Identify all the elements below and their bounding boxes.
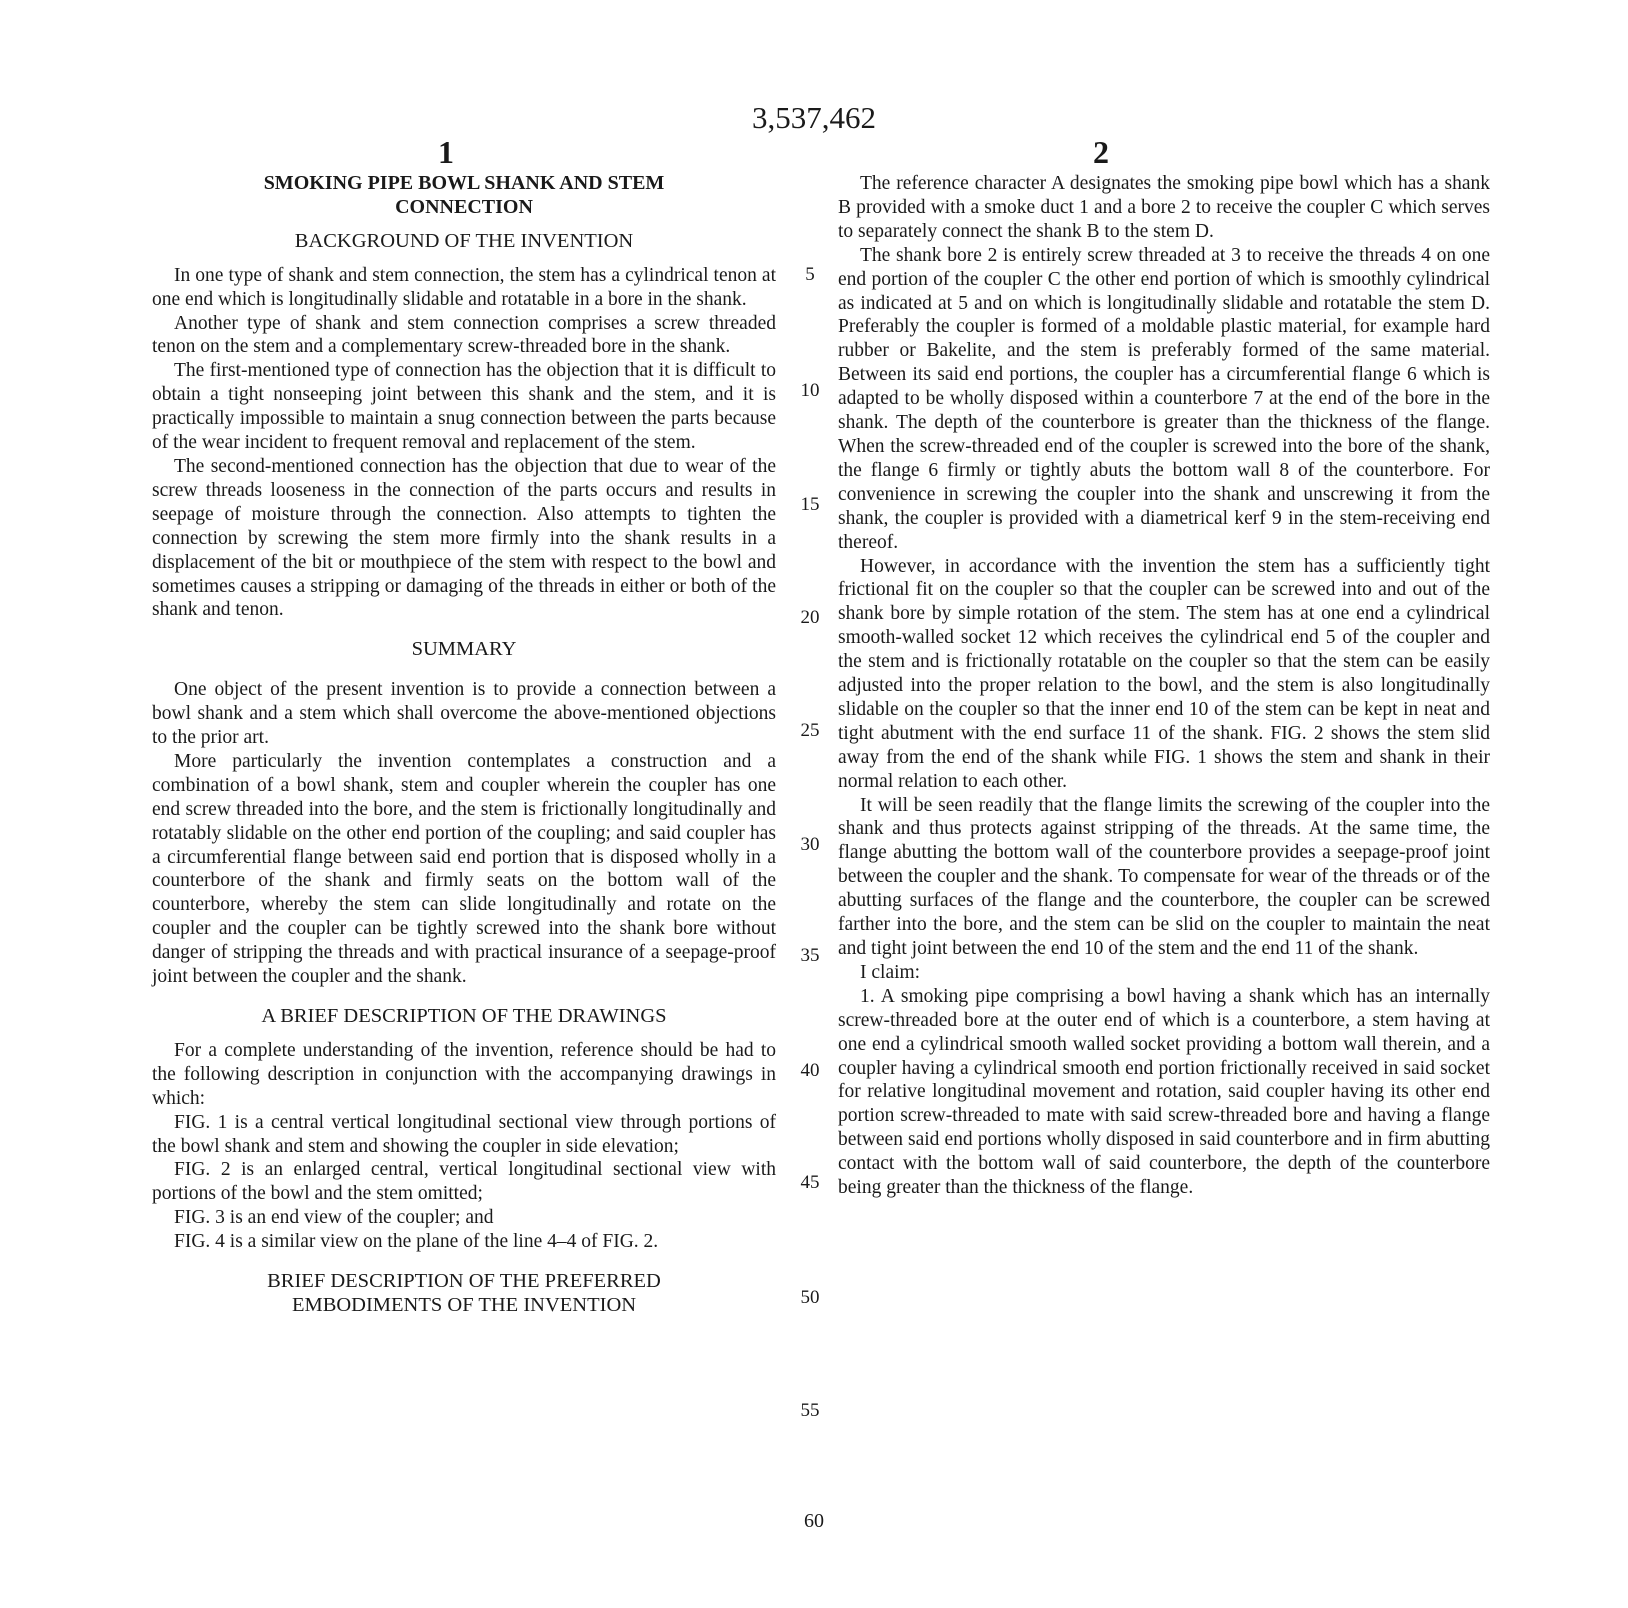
paragraph: FIG. 1 is a central vertical longitudinal sectional view through portions of the bowl shank and stem and showing the coupler in side elevation; xyxy=(152,1111,776,1157)
claim-1: 1. A smoking pipe comprising a bowl having a shank which has an internally screw-threaded bore at the outer end of which is a counterbore, a stem having at one end a cylindrical smooth walled socket providing a bottom wall therein, and a coupler having a cylindrical smooth end portion frictionally received in said socket for relative longitudinal movement and rotation, said coupler having its other end portion screw-threaded to mate with said screw-threaded bore and having a flange between said end portions wholly disposed in said counterbore and in firm abutting contact with the bottom wall of said counterbore, the depth of the counterbore being greater than the thickness of the flange. xyxy=(838,985,1490,1199)
left-column xyxy=(152,172,776,1318)
footer-line-number: 60 xyxy=(804,1510,824,1532)
line-number: 50 xyxy=(800,1287,820,1308)
paragraph: The reference character A designates the smoking pipe bowl which has a shank B provided with a smoke duct 1 and a bore 2 to receive the coupler C which serves to separately connect the shank B to the stem D. xyxy=(838,173,1490,242)
paragraph: The second-mentioned connection has the objection that due to wear of the screw threads looseness in the connection of the parts occurs and results in seepage of moisture through the connection. Also attempts to tighten the connection by screwing the stem more firmly into the shank results in a displacement of the bit or mouthpiece of the stem with respect to the bowl and sometimes causes a stripping or damaging of the threads in either or both of the shank and tenon. xyxy=(152,455,776,621)
paragraph: For a complete understanding of the invention, reference should be had to the following description in conjunction with the accompanying drawings in which: xyxy=(152,1039,776,1109)
heading-background: BACKGROUND OF THE INVENTION xyxy=(294,229,634,252)
paragraph: One object of the present invention is to provide a connection between a bowl shank and a stem which shall overcome the above-mentioned objections to the prior art. xyxy=(152,679,776,749)
paragraph: FIG. 2 is an enlarged central, vertical longitudinal sectional view with portions of the bowl and the stem omitted; xyxy=(152,1159,776,1205)
right-column xyxy=(838,172,1490,1200)
paragraph: More particularly the invention contemplates a construction and a combination of a bowl shank, stem and coupler wherein the coupler has one end screw threaded into the bore, and the stem is frictionally longitudinally and rotatably slidable on the other end portion of the coupling; and said coupler has a circumferential flange between said end portion that is disposed wholly in a counterbore of the shank and firmly seats on the bottom wall of the counterbore, whereby the stem can slide longitudinally and rotate on the coupler and the coupler can be tightly screwed into the shank bore without danger of stripping the threads and with practical insurance of a seepage-proof joint between the coupler and the shank. xyxy=(152,750,776,988)
line-number: 25 xyxy=(800,720,820,741)
claim-intro: I claim: xyxy=(860,961,921,983)
line-number: 5 xyxy=(805,264,815,285)
line-number: 35 xyxy=(800,945,820,966)
column-number-left: 1 xyxy=(438,134,454,170)
line-number: 10 xyxy=(800,380,820,401)
heading-drawings: A BRIEF DESCRIPTION OF THE DRAWINGS xyxy=(261,1005,667,1027)
line-number: 20 xyxy=(800,607,820,628)
line-number: 55 xyxy=(800,1400,820,1421)
paragraph: FIG. 3 is an end view of the coupler; and xyxy=(174,1207,494,1229)
line-number: 15 xyxy=(800,494,820,515)
heading-summary: SUMMARY xyxy=(411,638,517,661)
column-number-right: 2 xyxy=(1093,134,1109,170)
line-number: 45 xyxy=(800,1172,820,1193)
heading-preferred-embodiments: BRIEF DESCRIPTION OF THE PREFERRED EMBODIMENTS OF THE INVENTION xyxy=(267,1270,661,1316)
paragraph: The shank bore 2 is entirely screw threaded at 3 to receive the threads 4 on one end portion of the coupler C the other end portion of which is smoothly cylindrical as indicated at 5 and on which is longitudinally slidable and rotatable the stem D. Preferably the coupler is formed of a moldable plastic material, for example hard rubber or Bakelite, and the stem is preferably formed of the same material. Between its said end portions, the coupler has a circumferential flange 6 which is adapted to be wholly disposed within a counterbore 7 at the end of the bore in the shank. The depth of the counterbore is greater than the thickness of the flange. When the screw-threaded end of the coupler is screwed into the bore of the shank, the flange 6 firmly or tightly abuts the bottom wall 8 of the counterbore. For convenience in screwing the coupler into the shank and unscrewing it from the shank, the coupler is provided with a diametrical kerf 9 in the stem-receiving end thereof. xyxy=(838,244,1490,553)
paragraph: FIG. 4 is a similar view on the plane of the line 4–4 of FIG. 2. xyxy=(174,1231,659,1253)
line-number: 40 xyxy=(800,1060,820,1081)
line-number: 30 xyxy=(800,834,820,855)
paragraph: It will be seen readily that the flange limits the screwing of the coupler into the shank and thus protects against stripping of the threads. At the same time, the flange abutting the bottom wall of the counterbore provides a seepage-proof joint between the coupler and the shank. To compensate for wear of the threads or of the abutting surfaces of the flange and the counterbore, the coupler can be screwed farther into the bore, and the stem can be slid on the coupler to maintain the neat and tight joint between the end 10 of the stem and the end 11 of the shank. xyxy=(838,794,1490,959)
paragraph: In one type of shank and stem connection, the stem has a cylindrical tenon at one end which is longitudinally slidable and rotatable in a bore in the shank. xyxy=(152,264,776,310)
paragraph: The first-mentioned type of connection has the objection that it is difficult to obtain a tight nonseeping joint between this shank and the stem, and it is practically impossible to maintain a snug connection between the parts because of the wear incident to frequent removal and replacement of the stem. xyxy=(152,360,776,454)
paragraph: However, in accordance with the invention the stem has a sufficiently tight frictional fit on the coupler so that the coupler can be screwed into and out of the shank bore by simple rotation of the stem. The stem has at one end a cylindrical smooth-walled socket 12 which receives the cylindrical end 5 of the coupler and the stem and is frictionally rotatable on the coupler so that the stem can be easily adjusted into the proper relation to the bowl, and the stem is also longitudinally slidable on the coupler so that the inner end 10 of the stem can be kept in neat and tight abutment with the end surface 11 of the shank. FIG. 2 shows the stem slid away from the end of the shank while FIG. 1 shows the stem and shank in their normal relation to each other. xyxy=(838,555,1490,792)
patent-number: 3,537,462 xyxy=(752,100,876,135)
paragraph: Another type of shank and stem connection comprises a screw threaded tenon on the stem and a complementary screw-threaded bore in the shank. xyxy=(152,312,776,358)
document-title: SMOKING PIPE BOWL SHANK AND STEM CONNECTION xyxy=(263,172,665,218)
